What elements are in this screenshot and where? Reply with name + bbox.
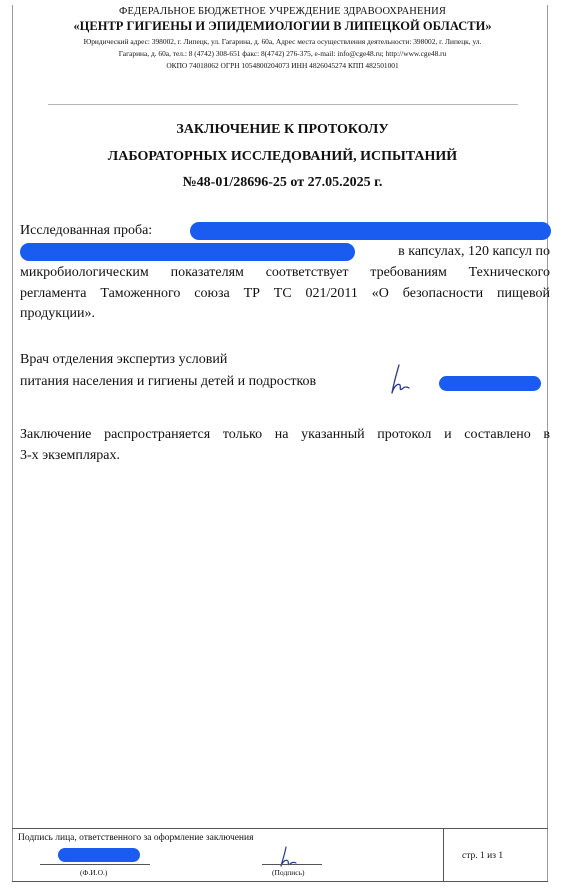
redacted-doctor-name [439, 376, 541, 391]
redacted-sample-name-cont [20, 243, 355, 261]
responsible-label: Подпись лица, ответственного за оформление заключения [18, 833, 254, 843]
footer-divider [443, 828, 444, 882]
sample-label: Исследованная проба: [20, 223, 153, 238]
sign-underline [262, 864, 322, 865]
document-title-line2: ЛАБОРАТОРНЫХ ИССЛЕДОВАНИЙ, ИСПЫТАНИЙ [107, 149, 458, 164]
document-number: №48-01/28696-25 от 27.05.2025 г. [182, 175, 383, 190]
doctor-title-line2: питания населения и гигиены детей и подростков [20, 374, 317, 389]
header-divider [48, 104, 518, 105]
org-registration-codes: ОКПО 74018062 ОГРН 1054800204073 ИНН 4826045274 КПП 482501001 [166, 61, 399, 70]
page-number: стр. 1 из 1 [462, 851, 504, 861]
org-type: ФЕДЕРАЛЬНОЕ БЮДЖЕТНОЕ УЧРЕЖДЕНИЕ ЗДРАВООХРАНЕНИЯ [119, 6, 446, 17]
doctor-signature [385, 362, 419, 398]
fio-label: (Ф.И.О.) [80, 868, 108, 877]
sample-tail: в капсулах, 120 капсул по [398, 244, 550, 259]
org-name: «ЦЕНТР ГИГИЕНЫ И ЭПИДЕМИОЛОГИИ В ЛИПЕЦКОЙ ОБЛАСТИ» [73, 19, 492, 33]
org-address-line1: Юридический адрес: 398002, г. Липецк, ул. Гагарина, д. 60а, Адрес места осуществления деятельности: 398002, г. Липецк, ул. [83, 37, 482, 46]
document-title-line1: ЗАКЛЮЧЕНИЕ К ПРОТОКОЛУ [176, 122, 389, 137]
conclusion-line3: продукции». [20, 306, 95, 321]
conclusion-line2: регламента Таможенного союза ТР ТС 021/2011 «О безопасности пищевой [20, 286, 550, 301]
note-line1: Заключение распространяется только на указанный протокол и составлено в [20, 427, 550, 442]
responsible-signature [276, 845, 300, 869]
redacted-responsible-name [58, 848, 140, 862]
note-line2: 3-х экземплярах. [20, 448, 121, 463]
redacted-sample-name [190, 222, 551, 240]
org-address-line2: Гагарина, д. 60а, тел.: 8 (4742) 308-651 факс: 8(4742) 276-375, e-mail: info@cge48.ru; http://www.cge48.ru [118, 49, 447, 58]
doctor-title-line1: Врач отделения экспертиз условий [20, 352, 228, 367]
conclusion-line1: микробиологическим показателям соответствует требованиям Технического [20, 265, 550, 280]
sign-label: (Подпись) [272, 868, 305, 877]
fio-underline [40, 864, 150, 865]
